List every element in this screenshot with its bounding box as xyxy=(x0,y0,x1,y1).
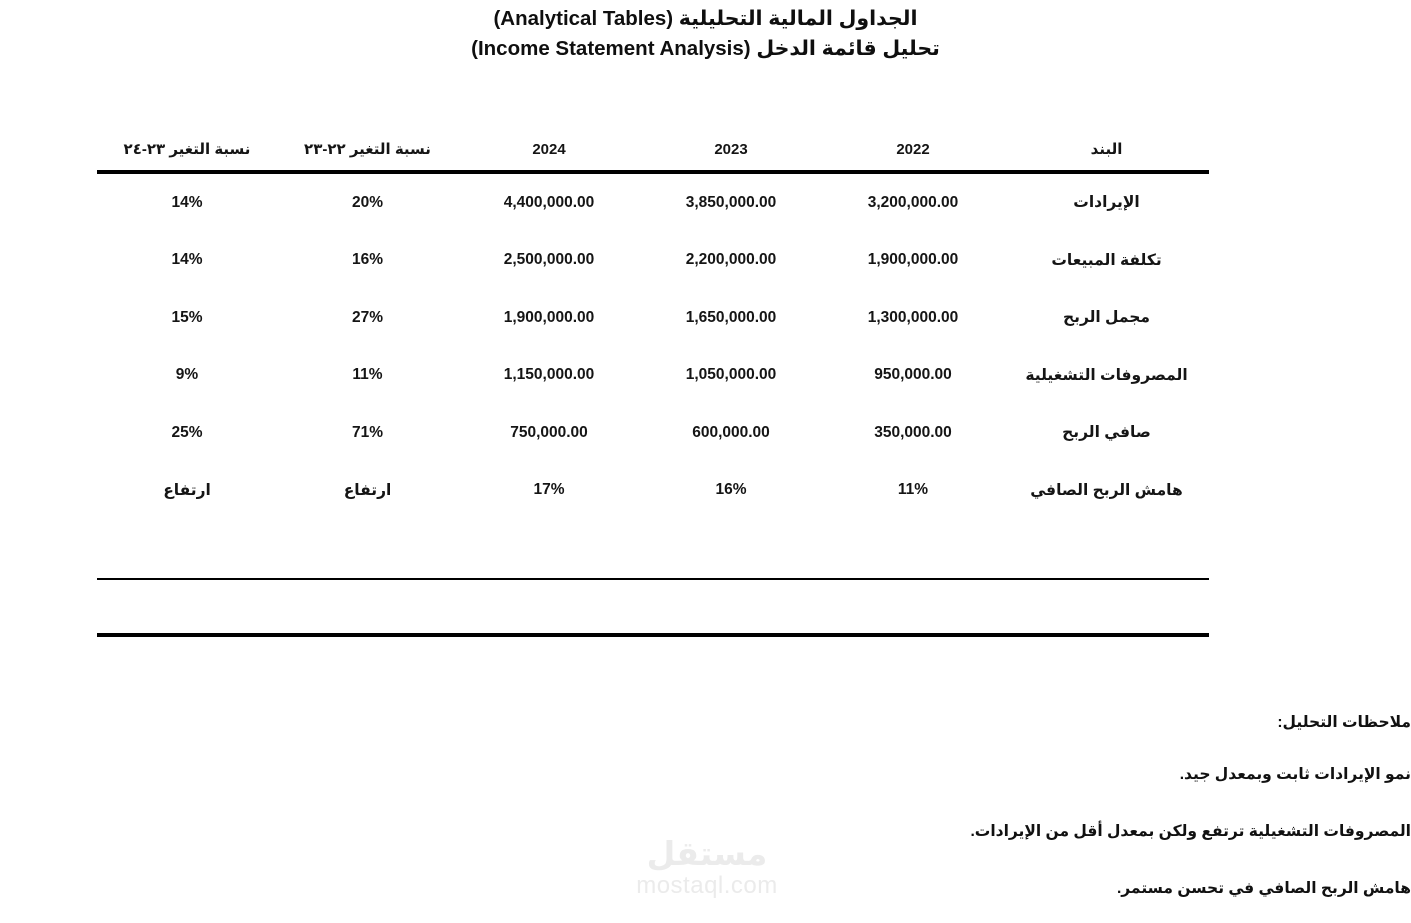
column-header-2024: 2024 xyxy=(532,140,566,158)
cell-change-23-24: 9% xyxy=(175,366,199,384)
cell-2024: 17% xyxy=(533,481,565,499)
table-header xyxy=(97,128,1209,172)
watermark-arabic-text: مستقل xyxy=(646,835,768,872)
table-body xyxy=(97,172,1209,519)
cell-change-22-23: 20% xyxy=(351,193,384,211)
cell-2024: 750,000.00 xyxy=(510,423,588,441)
cell-2023: 2,200,000.00 xyxy=(685,251,777,269)
cell-2023: 600,000.00 xyxy=(692,423,770,441)
cell-change-22-23: ارتفاع xyxy=(343,481,392,499)
cell-change-23-24: ارتفاع xyxy=(163,481,211,499)
analysis-notes-heading: ملاحظات التحليل: xyxy=(1277,714,1411,731)
column-header-change-23-24: نسبة التغير ٢٣-٢٤ xyxy=(123,141,251,158)
cell-item: صافي الربح xyxy=(1062,424,1151,442)
cell-change-22-23: 27% xyxy=(351,308,384,326)
column-header-2023: 2023 xyxy=(714,140,748,158)
cell-2022: 1,300,000.00 xyxy=(867,308,959,326)
table-row xyxy=(97,462,1209,520)
cell-change-22-23: 11% xyxy=(352,366,383,384)
column-header-change-22-23: نسبة التغير ٢٢-٢٣ xyxy=(304,141,431,158)
cell-2023: 1,050,000.00 xyxy=(685,366,777,384)
table-row xyxy=(97,172,1209,232)
table-row xyxy=(97,289,1209,347)
cell-change-23-24: 14% xyxy=(171,193,203,211)
cell-change-23-24: 25% xyxy=(171,423,203,441)
cell-2023: 1,650,000.00 xyxy=(685,308,777,326)
table-row xyxy=(97,404,1209,462)
cell-2023: 3,850,000.00 xyxy=(685,193,777,211)
analysis-note-item: هامش الربح الصافي في تحسن مستمر. xyxy=(1116,880,1411,897)
analysis-notes xyxy=(0,712,1411,900)
cell-2023: 16% xyxy=(715,481,747,499)
table-row xyxy=(97,347,1209,405)
cell-change-22-23: 16% xyxy=(351,251,384,269)
cell-change-22-23: 71% xyxy=(351,423,384,441)
income-statement-table-wrapper xyxy=(97,128,1209,519)
table-bottom-thick-rule xyxy=(97,633,1209,637)
analysis-note-item: المصروفات التشغيلية ترتفع ولكن بمعدل أقل من الإيرادات. xyxy=(970,823,1411,840)
cell-change-23-24: 14% xyxy=(171,251,203,269)
cell-item: مجمل الربح xyxy=(1062,309,1151,327)
income-statement-table xyxy=(97,128,1209,519)
table-header-row xyxy=(97,128,1209,172)
table-row xyxy=(97,232,1209,290)
cell-2024: 4,400,000.00 xyxy=(503,193,595,211)
cell-2022: 11% xyxy=(897,481,929,499)
cell-2024: 2,500,000.00 xyxy=(503,251,595,269)
title-line-2: تحليل قائمة الدخل (Income Statement Analysis) xyxy=(471,37,940,60)
cell-2024: 1,150,000.00 xyxy=(503,366,595,384)
column-header-2022: 2022 xyxy=(896,140,930,158)
cell-2022: 3,200,000.00 xyxy=(867,193,959,211)
cell-item: الإيرادات xyxy=(1073,194,1140,212)
cell-item: هامش الربح الصافي xyxy=(1030,481,1183,499)
cell-change-23-24: 15% xyxy=(171,308,203,326)
table-bottom-thin-rule xyxy=(97,578,1209,580)
cell-2022: 350,000.00 xyxy=(874,423,952,441)
watermark-latin-text: mostaql.com xyxy=(636,872,778,899)
cell-2024: 1,900,000.00 xyxy=(503,308,595,326)
cell-item: تكلفة المبيعات xyxy=(1051,251,1162,269)
title-line-1: الجداول المالية التحليلية (Analytical Tables) xyxy=(493,7,918,30)
document-title xyxy=(0,4,1411,64)
cell-2022: 1,900,000.00 xyxy=(867,251,959,269)
analysis-note-item: نمو الإيرادات ثابت وبمعدل جيد. xyxy=(1179,766,1411,783)
cell-item: المصروفات التشغيلية xyxy=(1025,366,1188,384)
column-header-item: البند xyxy=(1090,141,1123,158)
cell-2022: 950,000.00 xyxy=(874,366,952,384)
